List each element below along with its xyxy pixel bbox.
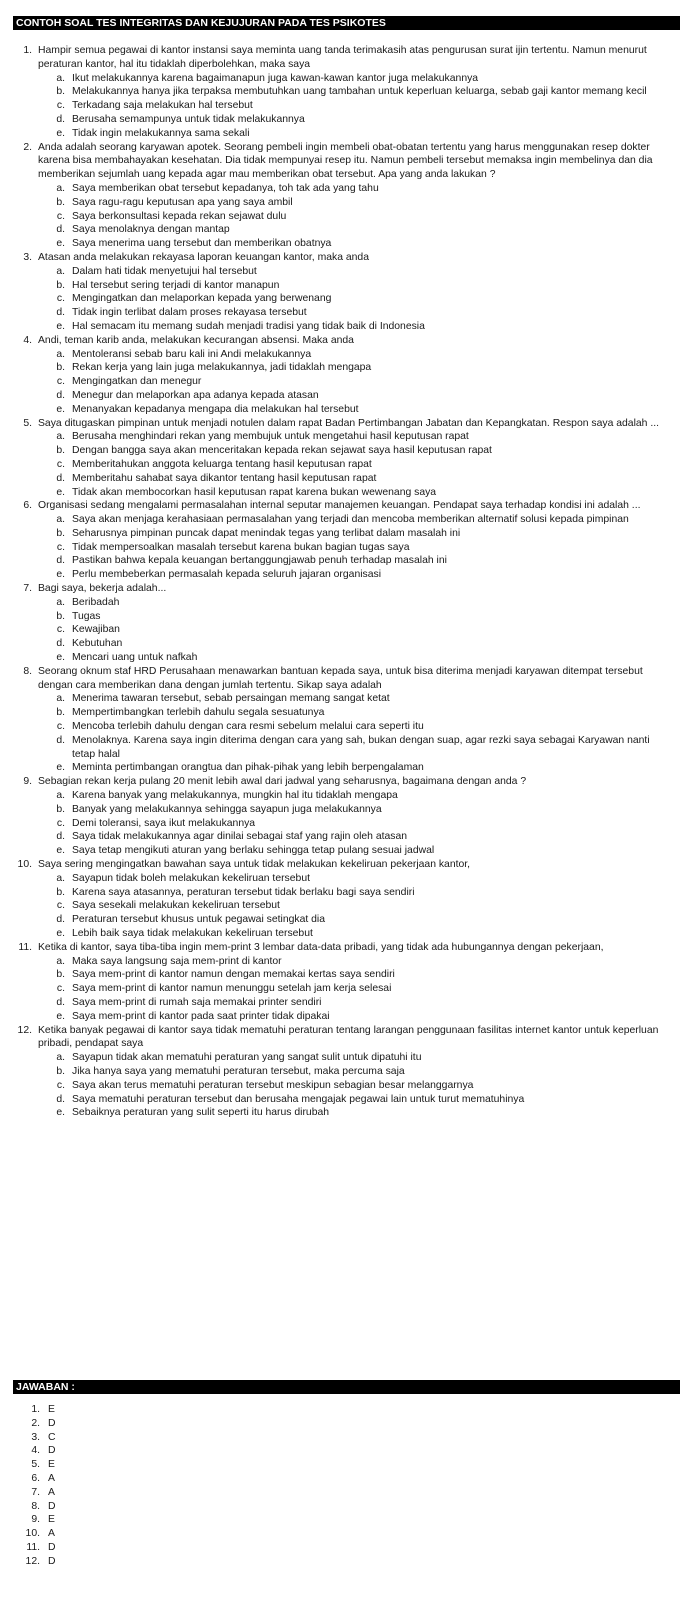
- option-letter: d.: [56, 1093, 65, 1105]
- answer-letter: D: [48, 1445, 56, 1457]
- option-item: [0, 320, 695, 334]
- answer-number: 12.: [25, 1555, 40, 1567]
- option-text: Menolaknya. Karena saya ingin diterima dengan cara yang sah, bukan dengan suap, agar rezki saya sebagai Karyawan nanti tetap halal: [72, 734, 650, 760]
- option-item: [0, 1079, 695, 1093]
- option-item: [0, 803, 695, 817]
- option-letter: c.: [56, 1079, 65, 1091]
- option-letter: c.: [56, 983, 65, 995]
- option-item: [0, 472, 695, 486]
- option-letter: b.: [56, 707, 65, 719]
- option-item: [0, 830, 695, 844]
- answer-item: [0, 1541, 200, 1555]
- option-letter: a.: [56, 693, 65, 705]
- question-item: [0, 775, 695, 789]
- question-number: 8.: [23, 665, 32, 677]
- option-text: Saya mem-print di kantor pada saat printer tidak dipakai: [72, 1010, 330, 1022]
- option-item: [0, 872, 695, 886]
- answer-letter: E: [48, 1404, 55, 1415]
- option-letter: c.: [56, 293, 65, 305]
- option-letter: a.: [56, 790, 65, 802]
- answer-letter: A: [48, 1472, 55, 1484]
- option-letter: e.: [56, 652, 65, 664]
- option-item: [0, 527, 695, 541]
- option-letter: a.: [56, 72, 65, 84]
- option-letter: a.: [56, 182, 65, 194]
- option-letter: b.: [56, 196, 65, 208]
- question-text: Ketika banyak pegawai di kantor saya tidak mematuhi peraturan tentang larangan penggunaan fasilitas internet kantor untuk keperluan pribadi, pendapat saya: [38, 1024, 659, 1050]
- answer-item: [0, 1472, 200, 1486]
- option-item: [0, 886, 695, 900]
- option-text: Saya tetap mengikuti aturan yang berlaku sehingga tetap pulang sesuai jadwal: [72, 845, 435, 857]
- option-text: Menanyakan kepadanya mengapa dia melakukan hal tersebut: [72, 403, 359, 415]
- option-item: [0, 568, 695, 582]
- option-letter: c.: [56, 376, 65, 388]
- question-number: 7.: [23, 583, 32, 595]
- option-item: [0, 734, 695, 762]
- question-number: 3.: [23, 251, 32, 263]
- option-text: Jika hanya saya yang mematuhi peraturan tersebut, maka percuma saja: [72, 1065, 405, 1077]
- option-text: Sayapun tidak boleh melakukan kekeliruan tersebut: [72, 872, 310, 884]
- option-text: Banyak yang melakukannya sehingga sayapun juga melakukannya: [72, 803, 382, 815]
- option-item: [0, 223, 695, 237]
- answer-number: 10.: [25, 1528, 40, 1540]
- answer-item: [0, 1527, 200, 1541]
- option-letter: c.: [56, 900, 65, 912]
- option-letter: b.: [56, 279, 65, 291]
- option-text: Sebaiknya peraturan yang sulit seperti itu harus dirubah: [72, 1107, 330, 1119]
- option-item: [0, 817, 695, 831]
- option-letter: a.: [56, 514, 65, 526]
- option-item: [0, 513, 695, 527]
- option-letter: e.: [56, 928, 65, 939]
- option-letter: b.: [56, 86, 65, 98]
- question-number: 9.: [23, 776, 32, 788]
- option-letter: b.: [56, 610, 65, 622]
- option-letter: a.: [56, 955, 65, 967]
- answer-list: [0, 1403, 200, 1569]
- question-text: Seorang oknum staf HRD Perusahaan menawarkan bantuan kepada saya, untuk bisa diterima menjadi karyawan ditempat tersebut dengan cara memberikan dana dengan jumlah tertentu. Sikap saya adalah: [38, 665, 643, 691]
- question-item: [0, 1024, 695, 1052]
- option-item: [0, 789, 695, 803]
- option-text: Melakukannya hanya jika terpaksa membutuhkan uang tambahan untuk keperluan keluarga, sebab gaji kantor memang kecil: [72, 86, 647, 98]
- question-text: Ketika di kantor, saya tiba-tiba ingin mem-print 3 lembar data-data pribadi, yang tidak ada hubungannya dengan pekerjaan,: [38, 941, 604, 953]
- question-item: [0, 858, 695, 872]
- option-letter: c.: [56, 817, 65, 829]
- option-letter: b.: [56, 803, 65, 815]
- option-text: Meminta pertimbangan orangtua dan pihak-pihak yang lebih berpengalaman: [72, 762, 424, 774]
- option-letter: e.: [56, 762, 65, 774]
- question-text: Organisasi sedang mengalami permasalahan internal seputar manajemen keuangan. Pendapat saya terhadap kondisi ini adalah ...: [38, 500, 641, 512]
- answer-item: [0, 1486, 200, 1500]
- option-text: Saya mem-print di rumah saja memakai printer sendiri: [72, 996, 322, 1008]
- option-text: Mentoleransi sebab baru kali ini Andi melakukannya: [72, 348, 312, 360]
- option-item: [0, 720, 695, 734]
- option-text: Peraturan tersebut khusus untuk pegawai setingkat dia: [72, 914, 325, 926]
- option-text: Tidak ingin melakukannya sama sekali: [72, 127, 250, 139]
- answer-item: [0, 1500, 200, 1514]
- option-item: [0, 1093, 695, 1107]
- option-text: Mencoba terlebih dahulu dengan cara resmi sebelum melalui cara seperti itu: [72, 721, 424, 733]
- answer-letter: E: [48, 1514, 55, 1526]
- question-number: 2.: [23, 141, 32, 153]
- option-text: Menerima tawaran tersebut, sebab persaingan memang sangat ketat: [72, 693, 390, 705]
- option-text: Hal semacam itu memang sudah menjadi tradisi yang tidak baik di Indonesia: [72, 320, 425, 332]
- option-text: Memberitahukan anggota keluarga tentang hasil keputusan rapat: [72, 458, 372, 470]
- answer-letter: D: [48, 1555, 56, 1567]
- option-text: Tugas: [72, 610, 101, 622]
- answer-section-title: JAWABAN :: [13, 1380, 680, 1394]
- option-text: Maka saya langsung saja mem-print di kantor: [72, 955, 282, 967]
- option-item: [0, 279, 695, 293]
- question-text: Atasan anda melakukan rekayasa laporan keuangan kantor, maka anda: [38, 251, 369, 263]
- option-text: Saya menerima uang tersebut dan memberikan obatnya: [72, 238, 332, 250]
- option-letter: d.: [56, 472, 65, 484]
- option-item: [0, 596, 695, 610]
- option-letter: a.: [56, 596, 65, 608]
- option-text: Kewajiban: [72, 624, 120, 636]
- option-item: [0, 623, 695, 637]
- option-item: [0, 99, 695, 113]
- option-text: Saya ragu-ragu keputusan apa yang saya ambil: [72, 196, 293, 208]
- option-letter: e.: [56, 486, 65, 498]
- option-item: [0, 1065, 695, 1079]
- option-letter: a.: [56, 431, 65, 443]
- option-item: [0, 348, 695, 362]
- option-text: Ikut melakukannya karena bagaimanapun juga kawan-kawan kantor juga melakukannya: [72, 72, 479, 84]
- question-text: Saya sering mengingatkan bawahan saya untuk tidak melakukan kekeliruan pekerjaan kantor,: [38, 859, 471, 871]
- option-letter: b.: [56, 886, 65, 898]
- option-letter: c.: [56, 624, 65, 636]
- answer-number: 9.: [31, 1514, 40, 1526]
- answer-letter: D: [48, 1500, 56, 1512]
- option-text: Saya mem-print di kantor namun menunggu setelah jam kerja selesai: [72, 983, 392, 995]
- option-text: Demi toleransi, saya ikut melakukannya: [72, 817, 256, 829]
- answer-letter: A: [48, 1528, 55, 1540]
- option-text: Tidak akan membocorkan hasil keputusan rapat karena bukan wewenang saya: [72, 486, 437, 498]
- answer-letter: A: [48, 1486, 55, 1498]
- option-letter: e.: [56, 1107, 65, 1119]
- option-text: Perlu membeberkan permasalah kepada seluruh jajaran organisasi: [72, 569, 382, 581]
- option-item: [0, 982, 695, 996]
- answer-letter: E: [48, 1459, 55, 1471]
- option-text: Karena saya atasannya, peraturan tersebut tidak berlaku bagi saya sendiri: [72, 886, 415, 898]
- answer-number: 5.: [31, 1459, 40, 1471]
- answer-item: [0, 1417, 200, 1431]
- option-letter: d.: [56, 555, 65, 567]
- question-item: [0, 251, 695, 265]
- option-text: Saya mem-print di kantor namun dengan memakai kertas saya sendiri: [72, 969, 395, 981]
- option-text: Terkadang saja melakukan hal tersebut: [72, 100, 253, 112]
- question-item: [0, 582, 695, 596]
- question-item: [0, 499, 695, 513]
- option-item: [0, 486, 695, 500]
- option-text: Saya sesekali melakukan kekeliruan tersebut: [72, 900, 280, 912]
- option-text: Berusaha menghindari rekan yang membujuk untuk mengetahui hasil keputusan rapat: [72, 431, 469, 443]
- option-item: [0, 430, 695, 444]
- option-item: [0, 692, 695, 706]
- answer-item: [0, 1403, 200, 1417]
- option-letter: e.: [56, 238, 65, 250]
- question-list: [0, 44, 695, 1120]
- question-item: [0, 665, 695, 693]
- option-item: [0, 651, 695, 665]
- option-text: Mengingatkan dan melaporkan kepada yang berwenang: [72, 293, 332, 305]
- option-letter: d.: [56, 638, 65, 650]
- option-item: [0, 403, 695, 417]
- option-item: [0, 72, 695, 86]
- answer-letter: C: [48, 1431, 56, 1443]
- option-letter: e.: [56, 320, 65, 332]
- option-text: Karena banyak yang melakukannya, mungkin hal itu tidaklah mengapa: [72, 790, 398, 802]
- option-text: Memberitahu sahabat saya dikantor tentang hasil keputusan rapat: [72, 472, 377, 484]
- option-text: Saya menolaknya dengan mantap: [72, 224, 230, 236]
- option-letter: e.: [56, 845, 65, 857]
- option-text: Mempertimbangkan terlebih dahulu segala sesuatunya: [72, 707, 325, 719]
- option-item: [0, 375, 695, 389]
- option-item: [0, 292, 695, 306]
- option-item: [0, 182, 695, 196]
- answer-number: 6.: [31, 1472, 40, 1484]
- option-item: [0, 361, 695, 375]
- answer-number: 2.: [31, 1417, 40, 1429]
- option-letter: b.: [56, 969, 65, 981]
- option-letter: e.: [56, 1010, 65, 1022]
- option-item: [0, 210, 695, 224]
- option-item: [0, 637, 695, 651]
- option-item: [0, 899, 695, 913]
- option-item: [0, 844, 695, 858]
- option-item: [0, 927, 695, 941]
- option-text: Menegur dan melaporkan apa adanya kepada atasan: [72, 389, 319, 401]
- option-text: Saya berkonsultasi kepada rekan sejawat dulu: [72, 210, 287, 222]
- option-text: Tidak mempersoalkan masalah tersebut karena bukan bagian tugas saya: [72, 541, 410, 553]
- answer-item: [0, 1431, 200, 1445]
- question-item: [0, 941, 695, 955]
- option-item: [0, 127, 695, 141]
- option-letter: c.: [56, 210, 65, 222]
- option-letter: d.: [56, 996, 65, 1008]
- question-text: Bagi saya, bekerja adalah...: [38, 583, 167, 595]
- option-item: [0, 610, 695, 624]
- option-item: [0, 444, 695, 458]
- answer-letter: D: [48, 1541, 56, 1553]
- option-item: [0, 554, 695, 568]
- option-letter: b.: [56, 445, 65, 457]
- option-letter: b.: [56, 362, 65, 374]
- option-letter: e.: [56, 569, 65, 581]
- question-number: 6.: [23, 500, 32, 512]
- option-text: Dalam hati tidak menyetujui hal tersebut: [72, 265, 257, 277]
- option-text: Mengingatkan dan menegur: [72, 376, 202, 388]
- option-letter: d.: [56, 914, 65, 926]
- option-item: [0, 761, 695, 775]
- question-text: Anda adalah seorang karyawan apotek. Seorang pembeli ingin membeli obat-obatan tertentu yang harus menggunakan resep dokter karena bisa membahayakan kesehatan. Dia tidak mempunyai resep itu. Namun pembeli tersebut memaksa ingin membelinya dan dia memberikan sejumlah uang kepada agar mau memberikan obat tersebut. Apa yang anda lakukan ?: [38, 141, 653, 181]
- option-item: [0, 996, 695, 1010]
- option-item: [0, 1051, 695, 1065]
- question-number: 4.: [23, 334, 32, 346]
- option-item: [0, 541, 695, 555]
- option-item: [0, 113, 695, 127]
- question-text: Saya ditugaskan pimpinan untuk menjadi notulen dalam rapat Badan Pertimbangan Jabatan dan Kepangkatan. Respon saya adalah ...: [38, 417, 659, 429]
- option-letter: c.: [56, 458, 65, 470]
- question-number: 12.: [17, 1024, 32, 1036]
- option-letter: e.: [56, 127, 65, 139]
- option-letter: a.: [56, 348, 65, 360]
- option-letter: d.: [56, 113, 65, 125]
- option-letter: b.: [56, 1065, 65, 1077]
- answer-number: 1.: [31, 1404, 40, 1415]
- question-text: Hampir semua pegawai di kantor instansi saya meminta uang tanda terimakasih atas pengurusan surat ijin tertentu. Namun menurut peraturan kantor, hal itu tidaklah diperbolehkan, maka saya: [38, 45, 647, 70]
- option-item: [0, 955, 695, 969]
- option-text: Lebih baik saya tidak melakukan kekeliruan tersebut: [72, 928, 313, 939]
- option-letter: d.: [56, 831, 65, 843]
- option-item: [0, 706, 695, 720]
- question-item: [0, 44, 695, 72]
- answer-item: [0, 1555, 200, 1569]
- question-number: 1.: [23, 45, 32, 56]
- question-item: [0, 334, 695, 348]
- answer-item: [0, 1458, 200, 1472]
- option-text: Berusaha semampunya untuk tidak melakukannya: [72, 113, 305, 125]
- document-title: CONTOH SOAL TES INTEGRITAS DAN KEJUJURAN PADA TES PSIKOTES: [13, 16, 680, 30]
- option-text: Kebutuhan: [72, 638, 123, 650]
- option-item: [0, 196, 695, 210]
- option-letter: d.: [56, 307, 65, 319]
- question-number: 5.: [23, 417, 32, 429]
- option-text: Saya akan terus mematuhi peraturan tersebut meskipun sebagian besar melanggarnya: [72, 1079, 474, 1091]
- option-letter: a.: [56, 872, 65, 884]
- option-text: Mencari uang untuk nafkah: [72, 652, 198, 664]
- option-letter: a.: [56, 265, 65, 277]
- option-letter: a.: [56, 1052, 65, 1064]
- answer-letter: D: [48, 1417, 56, 1429]
- answer-number: 7.: [31, 1486, 40, 1498]
- option-letter: c.: [56, 541, 65, 553]
- option-text: Tidak ingin terlibat dalam proses rekayasa tersebut: [72, 307, 307, 319]
- option-text: Rekan kerja yang lain juga melakukannya, jadi tidaklah mengapa: [72, 362, 372, 374]
- answer-number: 8.: [31, 1500, 40, 1512]
- question-number: 10.: [17, 859, 32, 871]
- question-number: 11.: [18, 941, 32, 953]
- option-item: [0, 265, 695, 279]
- answer-number: 11.: [26, 1541, 40, 1553]
- option-item: [0, 913, 695, 927]
- option-letter: c.: [56, 100, 65, 112]
- option-text: Beribadah: [72, 596, 120, 608]
- option-item: [0, 968, 695, 982]
- option-item: [0, 1106, 695, 1120]
- option-letter: b.: [56, 527, 65, 539]
- option-letter: d.: [56, 224, 65, 236]
- option-letter: c.: [56, 721, 65, 733]
- option-letter: e.: [56, 403, 65, 415]
- option-item: [0, 306, 695, 320]
- option-item: [0, 458, 695, 472]
- option-item: [0, 237, 695, 251]
- question-item: [0, 141, 695, 182]
- option-text: Saya tidak melakukannya agar dinilai sebagai staf yang rajin oleh atasan: [72, 831, 408, 843]
- question-item: [0, 417, 695, 431]
- option-text: Saya akan menjaga kerahasiaan permasalahan yang terjadi dan mencoba memberikan alternatif solusi kepada pimpinan: [72, 514, 629, 526]
- option-text: Saya memberikan obat tersebut kepadanya, toh tak ada yang tahu: [72, 182, 379, 194]
- answer-item: [0, 1513, 200, 1527]
- option-letter: d.: [56, 734, 65, 746]
- option-item: [0, 1010, 695, 1024]
- option-text: Hal tersebut sering terjadi di kantor manapun: [72, 279, 280, 291]
- option-text: Sayapun tidak akan mematuhi peraturan yang sangat sulit untuk dipatuhi itu: [72, 1052, 422, 1064]
- question-text: Sebagian rekan kerja pulang 20 menit lebih awal dari jadwal yang seharusnya, bagaimana dengan anda ?: [38, 776, 527, 788]
- option-letter: d.: [56, 389, 65, 401]
- option-text: Pastikan bahwa kepala keuangan bertanggungjawab penuh terhadap masalah ini: [72, 555, 447, 567]
- option-text: Dengan bangga saya akan menceritakan kepada rekan sejawat saya hasil keputusan rapat: [72, 445, 492, 457]
- answer-number: 3.: [31, 1431, 40, 1443]
- option-item: [0, 389, 695, 403]
- option-item: [0, 85, 695, 99]
- question-text: Andi, teman karib anda, melakukan kecurangan absensi. Maka anda: [38, 334, 354, 346]
- option-text: Seharusnya pimpinan puncak dapat menindak tegas yang terlibat dalam masalah ini: [72, 527, 461, 539]
- option-text: Saya mematuhi peraturan tersebut dan berusaha mengajak pegawai lain untuk turut mematuhinya: [72, 1093, 525, 1105]
- answer-item: [0, 1444, 200, 1458]
- answer-number: 4.: [31, 1445, 40, 1457]
